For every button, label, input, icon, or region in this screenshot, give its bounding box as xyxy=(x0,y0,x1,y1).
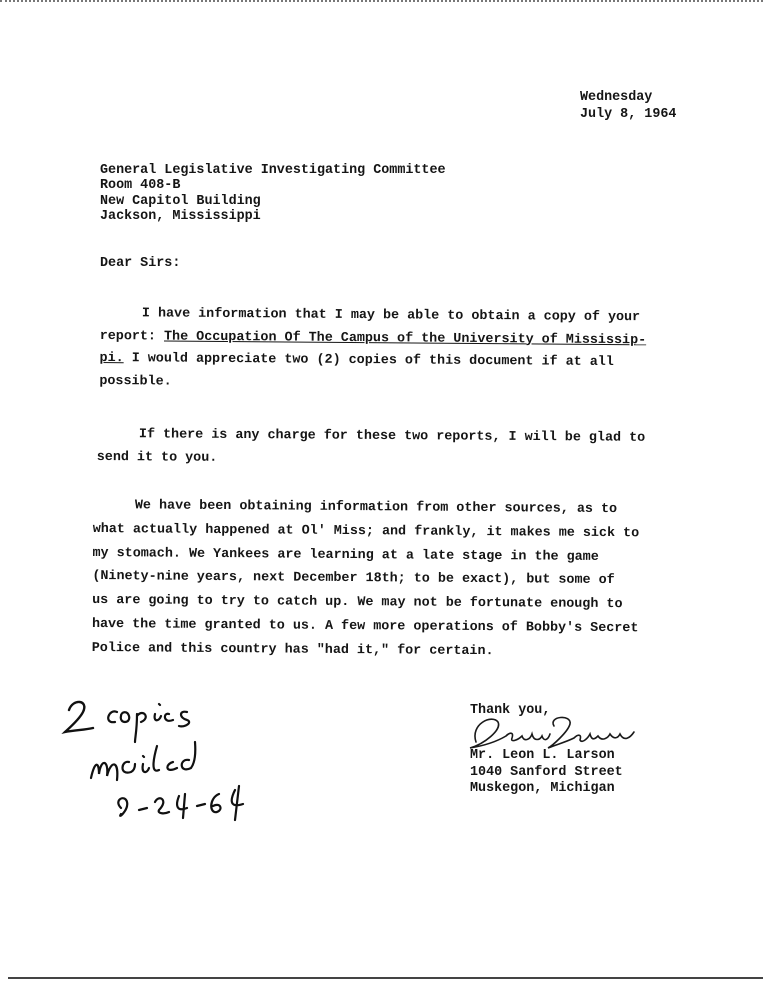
date-weekday: Wednesday xyxy=(580,90,653,105)
paragraph-request xyxy=(99,303,646,397)
paragraph-line: I have information that I may be able to obtain a copy of your xyxy=(141,306,641,326)
paragraph-line xyxy=(99,348,646,375)
address-line: Room 408-B xyxy=(100,178,181,194)
closing: Thank you, xyxy=(470,703,551,718)
paragraph-line: We have been obtaining information from other sources, as to xyxy=(134,498,618,518)
paragraph-line: have the time granted to us. A few more operations of Bobby's Secret xyxy=(91,616,639,637)
date-block xyxy=(580,89,676,123)
paragraph-line: what actually happened at Ol' Miss; and frankly, it makes me sick to xyxy=(92,521,640,542)
paragraph-line: us are going to try to catch up. We may not be fortunate enough to xyxy=(92,593,623,613)
address-line: New Capitol Building xyxy=(100,193,261,209)
sender-address xyxy=(470,748,623,798)
page-top-edge xyxy=(0,0,763,5)
sender-street: 1040 Sanford Street xyxy=(470,764,623,780)
recipient-address xyxy=(100,163,446,224)
line-text: report: xyxy=(99,328,165,345)
report-title-end: pi. xyxy=(99,350,124,367)
sender-name: Mr. Leon L. Larson xyxy=(470,748,615,763)
paragraph-line: send it to you. xyxy=(96,449,218,466)
address-line: General Legislative Investigating Committee xyxy=(100,163,446,178)
paragraph-line: my stomach. We Yankees are learning at a late stage in the game xyxy=(92,545,599,565)
date-line: July 8, 1964 xyxy=(580,107,677,122)
paragraph-opinion xyxy=(92,494,640,665)
sender-city: Muskegon, Michigan xyxy=(470,781,615,796)
salutation: Dear Sirs: xyxy=(100,256,181,271)
line-text: I would appreciate two (2) copies of this document if at all xyxy=(123,351,614,371)
address-line: Jackson, Mississippi xyxy=(100,208,261,224)
report-title: The Occupation Of The Campus of the University of Mississip- xyxy=(163,329,647,348)
paragraph-line: possible. xyxy=(99,373,172,390)
page-bottom-edge xyxy=(8,977,763,979)
paragraph-charge xyxy=(97,424,646,473)
paragraph-line: (Ninety-nine years, next December 18th; to be exact), but some of xyxy=(92,569,615,589)
paragraph-line: If there is any charge for these two reports, I will be glad to xyxy=(138,427,646,446)
handwritten-note xyxy=(55,690,255,840)
paragraph-line: Police and this country has "had it," for certain. xyxy=(91,640,494,659)
